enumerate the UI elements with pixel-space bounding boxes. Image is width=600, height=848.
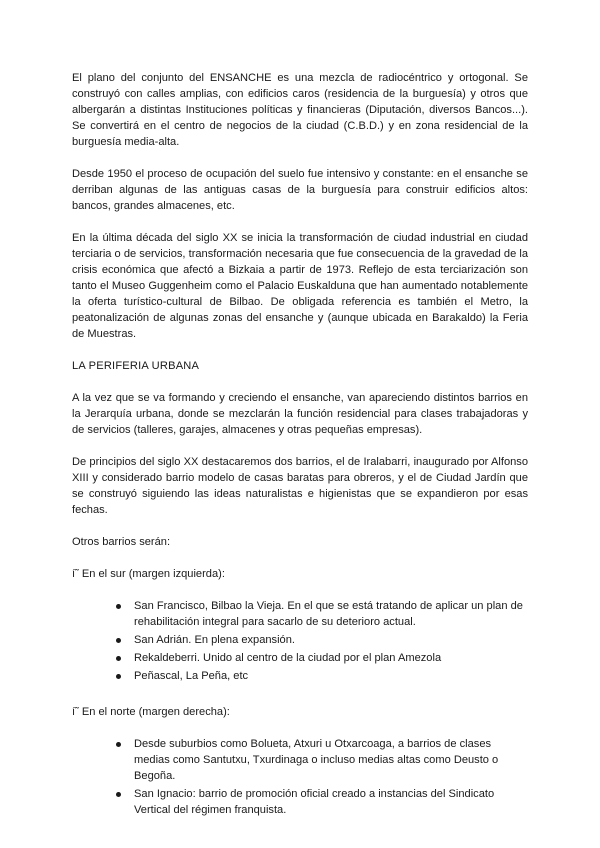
- list-item: [114, 736, 528, 784]
- list-sur: [72, 598, 528, 684]
- paragraph-otros-barrios: Otros barrios serán:: [72, 536, 171, 548]
- bullet-icon: [116, 638, 121, 643]
- list-item: [114, 598, 528, 630]
- list-item-text: San Adrián. En plena expansión.: [134, 634, 295, 646]
- paragraph-ensanche-plan: El plano del conjunto del ENSANCHE es una mezcla de radiocéntrico y ortogonal. Se construyó con calles amplias, con edificios caros (residencia de la burguesía) y otros que albergarán a distintas Instituciones políticas y financieras (Diputación, diversos Bancos...). Se convertirá en el centro de negocios de la ciudad (C.B.D.) y en zona residencial de la burguesía media-alta.: [72, 72, 528, 148]
- paragraph-iralabarri: De principios del siglo XX destacaremos dos barrios, el de Iralabarri, inaugurado por Alfonso XIII y considerado barrio modelo de casas baratas para obreros, y el de Ciudad Jardín que se construyó siguiendo las ideas naturalistas e higienistas que se expandieron por esas fechas.: [72, 456, 528, 516]
- list-item-text: San Francisco, Bilbao la Vieja. En el que se está tratando de aplicar un plan de rehabilitación integral para sacarlo de su deterioro actual.: [134, 600, 523, 628]
- list-norte: [72, 736, 528, 818]
- paragraph-barrios-jerarquia: A la vez que se va formando y creciendo el ensanche, van apareciendo distintos barrios en la Jerarquía urbana, donde se mezclarán la función residencial para clases trabajadoras y de servicios (talleres, garajes, almacenes y otras pequeñas empresas).: [72, 392, 528, 436]
- bullet-icon: [116, 674, 121, 679]
- bullet-icon: [116, 604, 121, 609]
- bullet-icon: [116, 742, 121, 747]
- paragraph-terciarizacion: En la última década del siglo XX se inicia la transformación de ciudad industrial en ciudad terciaria o de servicios, transformación necesaria que fue consecuencia de la gravedad de la crisis económica que afectó a Bizkaia a partir de 1973. Reflejo de esta terciarización son tanto el Museo Guggenheim como el Palacio Euskalduna que han aumentado notablemente la oferta turístico-cultural de Bilbao. De obligada referencia es también el Metro, la peatonalización de algunas zonas del ensanche y (aunque ubicada en Barakaldo) la Feria de Muestras.: [72, 232, 528, 340]
- label-sur: í˜ En el sur (margen izquierda):: [72, 568, 225, 580]
- list-item: [114, 786, 528, 818]
- list-item-text: Rekaldeberri. Unido al centro de la ciudad por el plan Amezola: [134, 652, 442, 664]
- label-norte: í˜ En el norte (margen derecha):: [72, 706, 230, 718]
- section-heading-periferia: LA PERIFERIA URBANA: [72, 360, 200, 372]
- list-item-text: Desde suburbios como Bolueta, Atxuri u Otxarcoaga, a barrios de clases medias como Santutxu, Txurdinaga o incluso medias altas como Deusto o Begoña.: [134, 738, 499, 782]
- list-item-text: Peñascal, La Peña, etc: [134, 670, 249, 682]
- list-item-text: San Ignacio: barrio de promoción oficial creado a instancias del Sindicato Vertical del régimen franquista.: [134, 788, 495, 816]
- bullet-icon: [116, 792, 121, 797]
- list-item: [114, 632, 528, 648]
- bullet-icon: [116, 656, 121, 661]
- list-item: [114, 668, 528, 684]
- list-item: [114, 650, 528, 666]
- paragraph-ocupacion-suelo: Desde 1950 el proceso de ocupación del suelo fue intensivo y constante: en el ensanche se derriban algunas de las antiguas casas de la burguesía para construir edificios altos: bancos, grandes almacenes, etc.: [72, 168, 528, 212]
